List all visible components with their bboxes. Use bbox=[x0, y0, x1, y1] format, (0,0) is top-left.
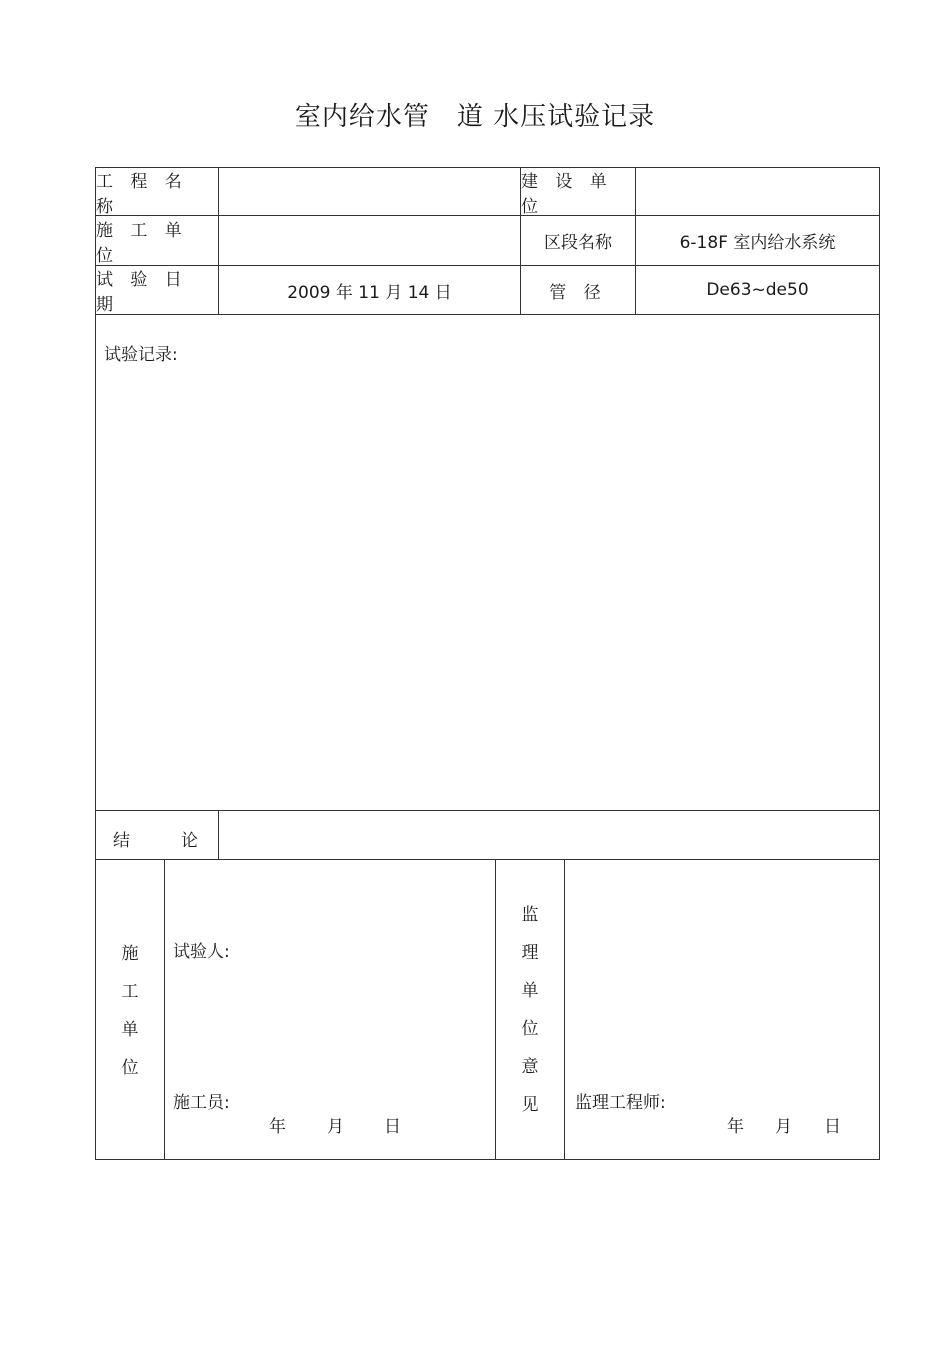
row-divider bbox=[95, 859, 880, 860]
conclusion-label-char: 论 bbox=[181, 831, 198, 851]
supervisor-opinion-vertical-label: 监 理 单 位 意 见 bbox=[521, 905, 539, 1115]
test-date-field[interactable]: 2009 年 11 月 14 日 bbox=[287, 282, 452, 303]
contractor-label: 施 工 单 位 bbox=[96, 220, 188, 266]
tester-label: 试验人: bbox=[173, 942, 230, 962]
test-date-label: 试 验 日 期 bbox=[96, 270, 188, 315]
project-name-field[interactable] bbox=[219, 168, 520, 215]
builder-label: 建 设 单 位 bbox=[521, 171, 613, 217]
conclusion-field[interactable] bbox=[219, 811, 879, 859]
section-field[interactable]: 6-18F 室内给水系统 bbox=[679, 233, 836, 253]
col-divider bbox=[564, 859, 565, 1160]
date-day-right: 日 bbox=[824, 1117, 841, 1137]
contractor-field[interactable] bbox=[219, 216, 520, 265]
pipe-diameter-field[interactable]: De63~de50 bbox=[706, 280, 809, 300]
test-record-label: 试验记录: bbox=[104, 345, 178, 365]
date-month-left: 月 bbox=[327, 1117, 344, 1137]
col-divider bbox=[495, 859, 496, 1160]
page-title: 室内给水管 道 水压试验记录 bbox=[294, 102, 656, 132]
section-label: 区段名称 bbox=[544, 233, 612, 253]
col-divider bbox=[164, 859, 165, 1160]
worker-label: 施工员: bbox=[173, 1093, 230, 1113]
supervising-engineer-label: 监理工程师: bbox=[575, 1093, 666, 1113]
pipe-diameter-label: 管 径 bbox=[549, 282, 607, 303]
date-year-right: 年 bbox=[727, 1117, 744, 1137]
builder-field[interactable] bbox=[636, 168, 879, 215]
contractor-unit-vertical-label: 施 工 单 位 bbox=[121, 944, 139, 1078]
date-day-left: 日 bbox=[384, 1117, 401, 1137]
date-year-left: 年 bbox=[269, 1117, 286, 1137]
test-record-area[interactable] bbox=[96, 315, 879, 810]
conclusion-label-char: 结 bbox=[113, 831, 130, 851]
date-month-right: 月 bbox=[775, 1117, 792, 1137]
project-name-label: 工 程 名 称 bbox=[96, 171, 188, 217]
